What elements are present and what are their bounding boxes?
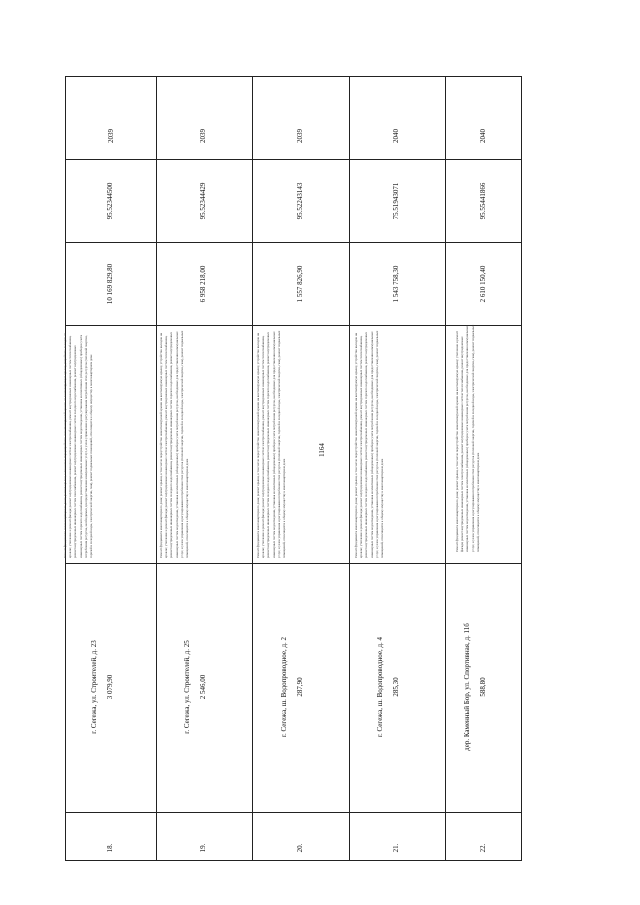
area-cell: 285,30 <box>392 677 400 697</box>
row-divider <box>445 77 446 860</box>
cost-cell: 10 169 829,80 <box>106 263 114 305</box>
cost-cell: 2 610 150,40 <box>479 265 487 303</box>
row-number-cell: 18. <box>106 843 114 853</box>
page-number: 1164 <box>318 443 326 457</box>
year-cell: 2039 <box>199 129 207 143</box>
code-cell: 95.52344429 <box>199 182 207 220</box>
description-cell: Ремонт фундамента многоквартирного дома; ремонт крыши, в том числе переустройство невентилируемой крыши на вентилируемую крышу, устройство выходов на кровлю; утепление и ремонт фасада; ремонт внутридомовых инженерных систем электроснабжения, ремонт внутридомовых инженерных систем теплоснабжения, ремонт внутридомовых инженерных систем газоснабжения, ремонт внутридомовых инженерных систем холодного водоснабжения, ремонт внутридомовых инженерных систем горячего водоснабжения, ремонт внутридомовых инженерных систем водоотведения, установка коллективных (общедомовых) приборов учета потребления ресурсов, необходимых для предоставления коммунальных услуг, и узлов управления и регулирования потребления этих ресурсов (тепловой энергии, горячей и холодной воды, электрической энергии, газа), ремонт подвальных помещений, относящихся к общему имуществу в многоквартирном доме <box>63 333 94 558</box>
address-cell: г. Сегежа, ул. Строителей, д. 25 <box>183 640 191 734</box>
code-cell: 95.55441866 <box>479 182 487 220</box>
row-divider <box>349 77 350 860</box>
row-divider <box>156 77 157 860</box>
description-cell: Ремонт фундамента многоквартирного дома; ремонт крыши, в том числе переустройство невентилируемой крыши на вентилируемую крышу, устройство выходов на кровлю; утепление и ремонт фасада; ремонт внутридомовых инженерных систем электроснабжения, ремонт внутридомовых инженерных систем теплоснабжения, ремонт внутридомовых инженерных систем холодного водоснабжения, ремонт внутридомовых инженерных систем горячего водоснабжения, ремонт внутридомовых инженерных систем водоотведения, установка коллективных (общедомовых) приборов учета потребления ресурсов, необходимых для предоставления коммунальных услуг, и узлов управления и регулирования потребления этих ресурсов (тепловой энергии, горячей и холодной воды, электрической энергии, газа), ремонт подвальных помещений, относящихся к общему имуществу в многоквартирном доме <box>354 330 385 558</box>
cost-cell: 1 543 758,30 <box>392 265 400 303</box>
row-number-cell: 19. <box>199 843 207 853</box>
description-cell: Ремонт фундамента многоквартирного дома; ремонт крыши, в том числе переустройство невентилируемой крыши на вентилируемую крышу, устройство выходов на кровлю; утепление и ремонт фасада; ремонт внутридомовых инженерных систем электроснабжения, ремонт внутридомовых инженерных систем теплоснабжения, ремонт внутридомовых инженерных систем холодного водоснабжения, ремонт внутридомовых инженерных систем горячего водоснабжения, ремонт внутридомовых инженерных систем водоотведения, установка коллективных (общедомовых) приборов учета потребления ресурсов, необходимых для предоставления коммунальных услуг, и узлов управления и регулирования потребления этих ресурсов (тепловой энергии, горячей и холодной воды, электрической энергии, газа), ремонт подвальных помещений, относящихся к общему имуществу в многоквартирном доме <box>159 330 190 558</box>
code-cell: 95.52344500 <box>106 182 114 220</box>
column-divider <box>66 242 521 243</box>
address-cell: г. Сегежа, ш. Водопроводное, д. 2 <box>280 636 288 738</box>
area-cell: 588,80 <box>479 677 487 697</box>
area-cell: 3 079,90 <box>106 674 114 700</box>
description-cell: Ремонт фундамента многоквартирного дома; ремонт крыши, в том числе переустройство невентилируемой крыши на вентилируемую крышу, устройство выходов на кровлю; утепление и ремонт фасада; ремонт внутридомовых инженерных систем электроснабжения, ремонт внутридомовых инженерных систем теплоснабжения, ремонт внутридомовых инженерных систем холодного водоснабжения, ремонт внутридомовых инженерных систем горячего водоснабжения, ремонт внутридомовых инженерных систем водоотведения, установка коллективных (общедомовых) приборов учета потребления ресурсов, необходимых для предоставления коммунальных услуг, и узлов управления и регулирования потребления этих ресурсов (тепловой энергии, горячей и холодной воды, электрической энергии, газа), ремонт подвальных помещений, относящихся к общему имуществу в многоквартирном доме <box>256 330 287 558</box>
address-cell: дер. Каменный Бор, ул. Спортивная, д. 11б <box>463 623 471 751</box>
row-divider <box>252 77 253 860</box>
code-cell: 75.51943071 <box>392 182 400 220</box>
year-cell: 2039 <box>296 129 304 143</box>
address-cell: г. Сегежа, ул. Строителей, д. 23 <box>90 640 98 734</box>
column-divider <box>66 563 521 564</box>
column-divider <box>66 159 521 160</box>
row-number-cell: 21. <box>392 843 400 853</box>
year-cell: 2040 <box>392 129 400 143</box>
address-cell: г. Сегежа, ш. Водопроводное, д. 4 <box>376 636 384 738</box>
area-cell: 287,90 <box>296 677 304 697</box>
area-cell: 2 546,00 <box>199 674 207 700</box>
row-number-cell: 20. <box>296 843 304 853</box>
description-cell: Ремонт фундамента многоквартирного дома; ремонт крыши, в том числе переустройство невентилируемой крыши на вентилируемую крышу; утепление и ремонт фасада; ремонт внутридомовых инженерных систем электроснабжения, ремонт внутридомовых инженерных систем теплоснабжения, ремонт внутридомовых инженерных систем водоотведения, установка коллективных (общедомовых) приборов учета потребления ресурсов, необходимых для предоставления коммунальных услуг, и узлов управления и регулирования потребления этих ресурсов (тепловой энергии, горячей и холодной воды, электрической энергии, газа), ремонт подвальных помещений, относящихся к общему имуществу в многоквартирном доме <box>455 324 480 552</box>
code-cell: 95.52243143 <box>296 182 304 220</box>
column-divider <box>66 325 521 326</box>
year-cell: 2040 <box>479 129 487 143</box>
year-cell: 2039 <box>107 129 115 143</box>
column-divider <box>66 812 521 813</box>
row-number-cell: 22. <box>479 843 487 853</box>
cost-cell: 6 958 218,00 <box>199 265 207 303</box>
repair-program-table <box>65 76 522 861</box>
cost-cell: 1 557 826,90 <box>296 265 304 303</box>
